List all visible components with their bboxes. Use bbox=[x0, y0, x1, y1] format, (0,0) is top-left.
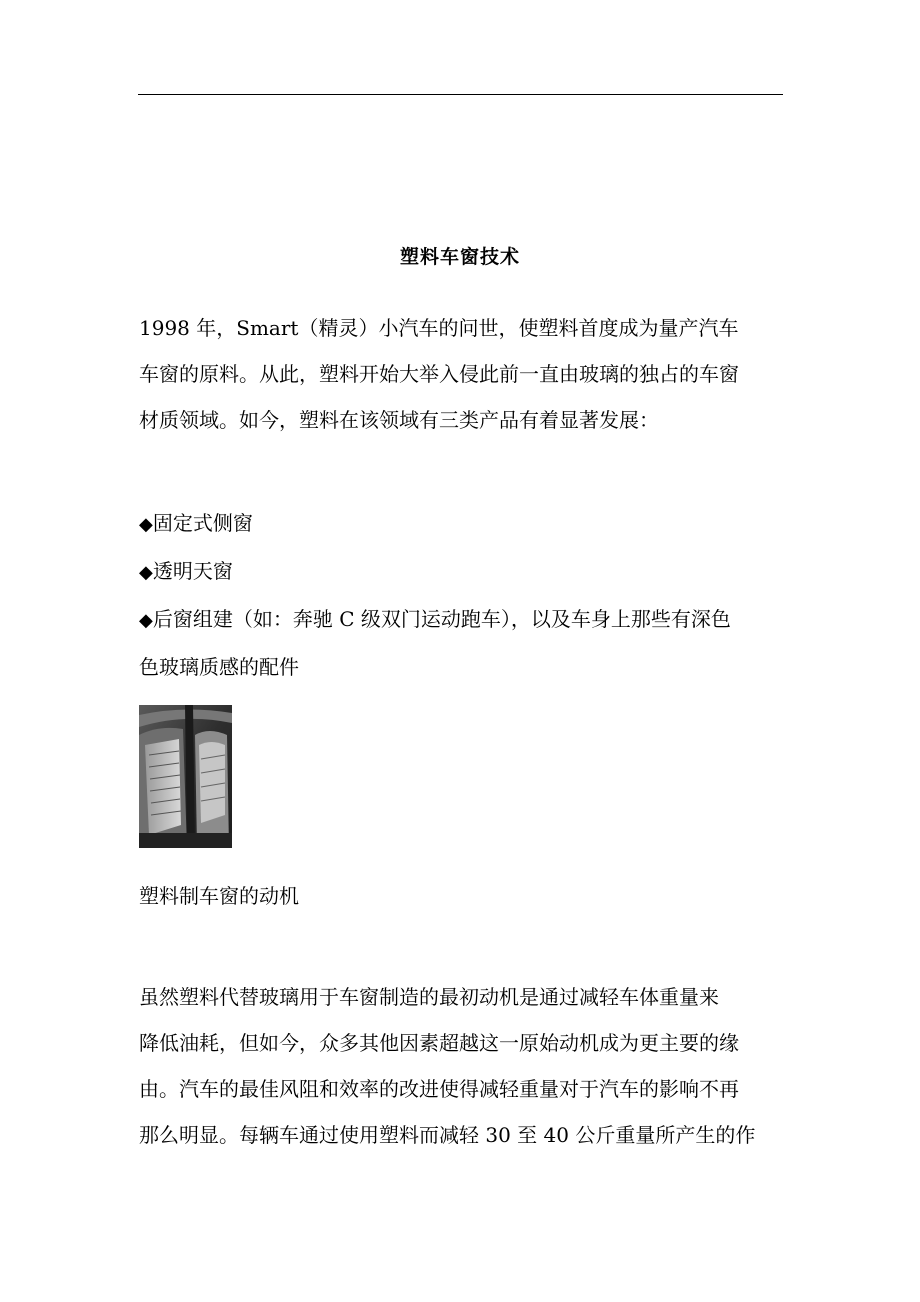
diamond-bullet-icon: ◆ bbox=[139, 610, 153, 631]
bullet-continuation: 色玻璃质感的配件 bbox=[139, 655, 299, 679]
intro-paragraph bbox=[139, 305, 799, 443]
car-interior-photo bbox=[139, 705, 232, 848]
body-line: 降低油耗，但如今，众多其他因素超越这一原始动机成为更主要的缘 bbox=[139, 1031, 739, 1055]
intro-line: 车窗的原料。从此，塑料开始大举入侵此前一直由玻璃的独占的车窗 bbox=[139, 362, 739, 386]
bullet-text: 固定式侧窗 bbox=[152, 511, 253, 535]
bullet-item bbox=[139, 500, 799, 548]
bullet-list bbox=[139, 500, 799, 690]
bullet-item bbox=[139, 596, 799, 644]
body-line: 虽然塑料代替玻璃用于车窗制造的最初动机是通过减轻车体重量来 bbox=[139, 985, 719, 1009]
diamond-bullet-icon: ◆ bbox=[139, 562, 153, 583]
document-title: 塑料车窗技术 bbox=[399, 246, 520, 268]
bullet-item bbox=[139, 548, 799, 596]
body-line: 由。汽车的最佳风阻和效率的改进使得减轻重量对于汽车的影响不再 bbox=[139, 1077, 739, 1101]
header-rule bbox=[138, 94, 783, 95]
bullet-text: 透明天窗 bbox=[152, 559, 233, 583]
car-interior-photo-drawing bbox=[139, 705, 232, 848]
body-line: 那么明显。每辆车通过使用塑料而减轻 30 至 40 公斤重量所产生的作 bbox=[139, 1123, 756, 1147]
diamond-bullet-icon: ◆ bbox=[139, 514, 153, 535]
bullet-text: 后窗组建（如：奔驰 C 级双门运动跑车），以及车身上那些有深色 bbox=[152, 607, 731, 631]
intro-line: 材质领域。如今，塑料在该领域有三类产品有着显著发展： bbox=[139, 408, 659, 432]
section-heading: 塑料制车窗的动机 bbox=[139, 884, 299, 908]
body-paragraph bbox=[139, 974, 799, 1158]
intro-line: 1998 年，Smart（精灵）小汽车的问世，使塑料首度成为量产汽车 bbox=[139, 316, 739, 340]
